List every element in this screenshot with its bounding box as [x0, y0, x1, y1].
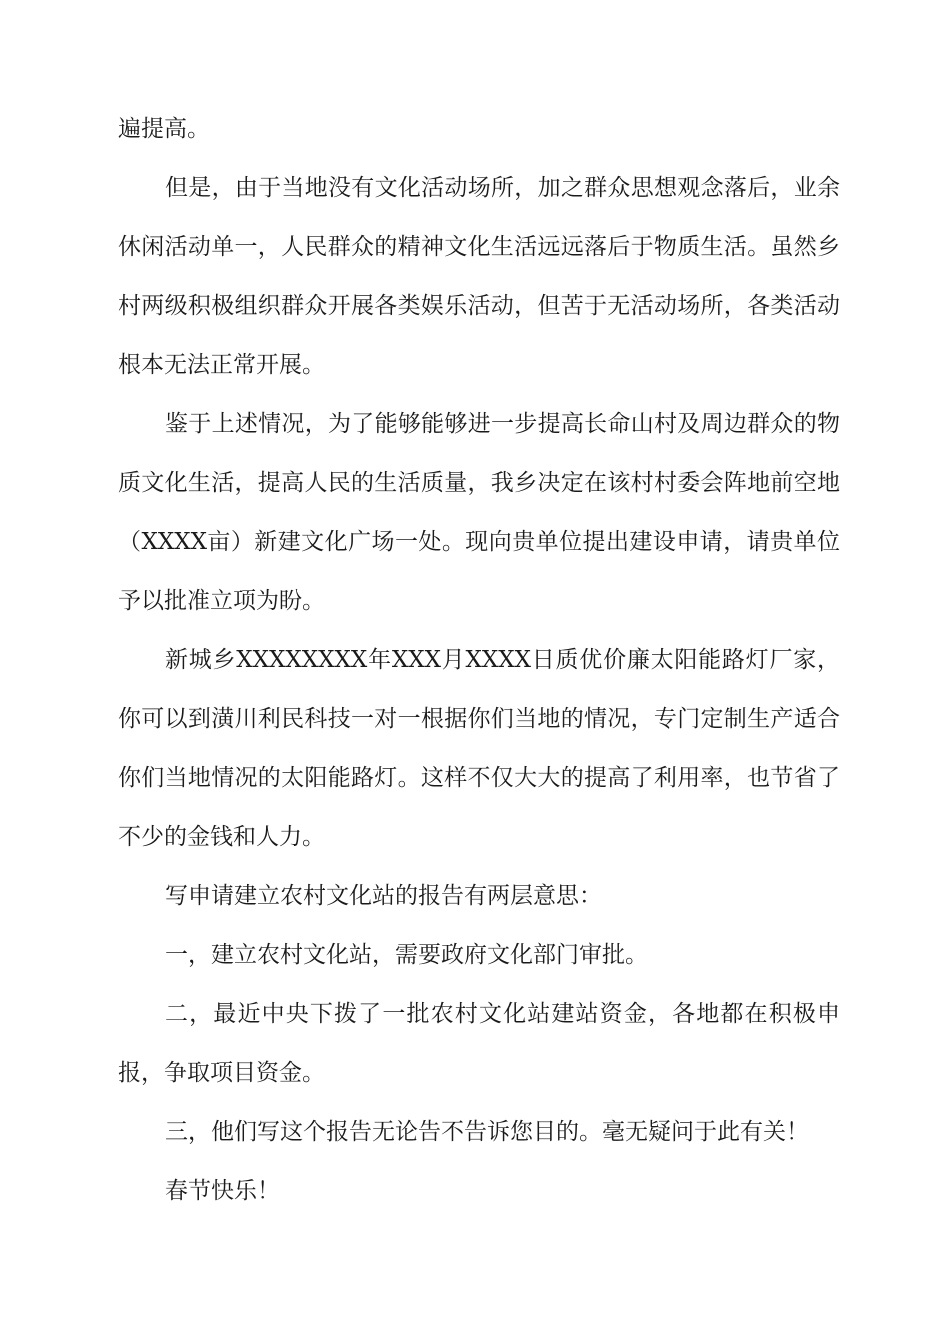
paragraph-solar-lights: 新城乡XXXXXXXX年XXX月XXXX日质优价廉太阳能路灯厂家，你可以到潢川利民科技一对一根据你们当地的情况，专门定制生产适合你们当地情况的太阳能路灯。这样不仅大大的提高了利用率，也节省了不少的金钱和人力。: [118, 647, 840, 850]
paragraph-point-one: 一，建立农村文化站，需要政府文化部门审批。: [165, 942, 648, 968]
paragraph-continuation: 遍提高。: [118, 116, 210, 142]
paragraph-greeting: 春节快乐！: [165, 1178, 280, 1204]
paragraph-point-two: 二，最近中央下拨了一批农村文化站建站资金，各地都在积极申报，争取项目资金。: [118, 1001, 840, 1086]
paragraph-background: 但是，由于当地没有文化活动场所，加之群众思想观念落后，业余休闲活动单一，人民群众的精神文化生活远远落后于物质生活。虽然乡村两级积极组织群众开展各类娱乐活动，但苦于无活动场所，各类活动根本无法正常开展。: [118, 175, 840, 378]
document-body: [118, 100, 840, 1221]
paragraph-point-three: 三，他们写这个报告无论告不告诉您目的。毫无疑问于此有关！: [165, 1119, 809, 1145]
paragraph-request: 鉴于上述情况，为了能够能够进一步提高长命山村及周边群众的物质文化生活，提高人民的生活质量，我乡决定在该村村委会阵地前空地（XXXX亩）新建文化广场一处。现向贵单位提出建设申请，请贵单位予以批准立项为盼。: [118, 411, 840, 614]
paragraph-report-meaning: 写申请建立农村文化站的报告有两层意思：: [165, 883, 602, 909]
